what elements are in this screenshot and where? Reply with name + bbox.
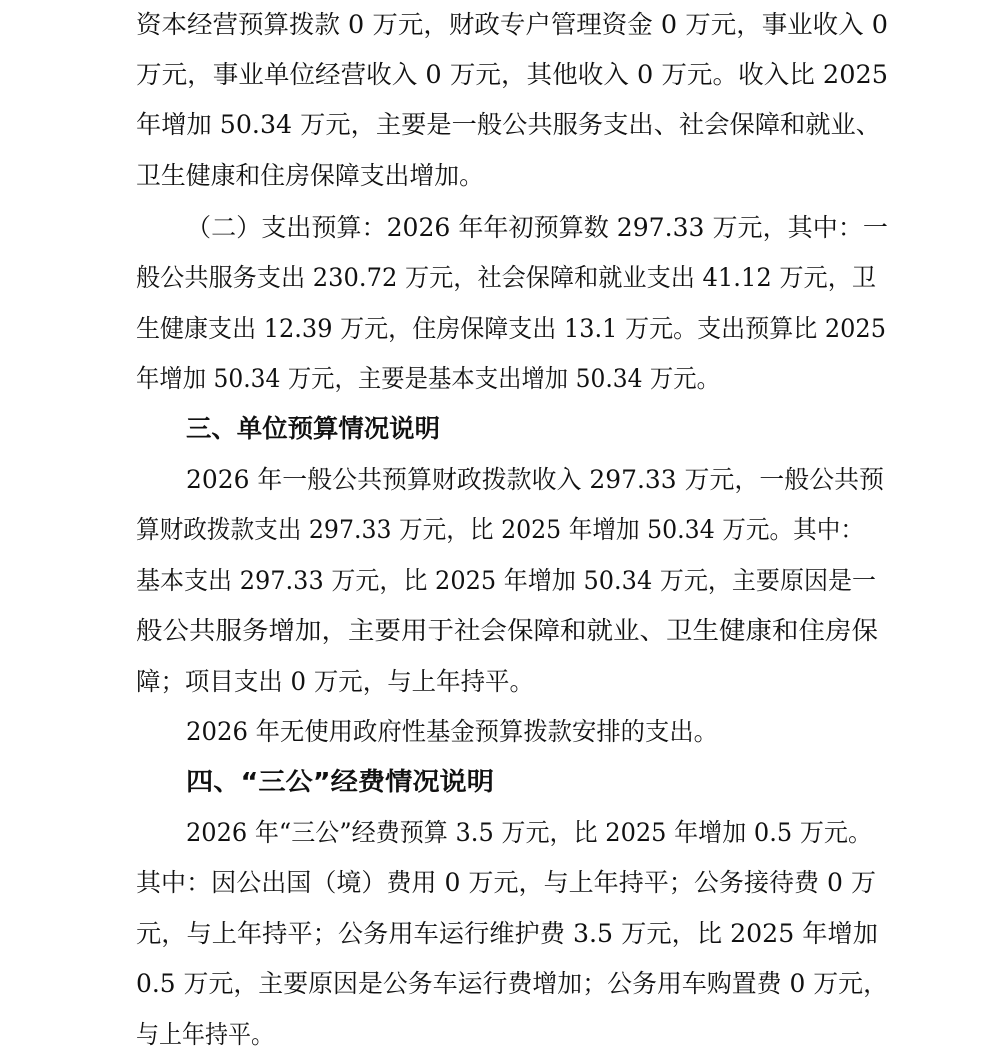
paragraph-line bbox=[0, 909, 1000, 959]
line-text: 年增加 50.34 万元，主要是一般公共服务支出、社会保障和就业、 bbox=[136, 110, 881, 139]
paragraph-line bbox=[0, 455, 1000, 505]
paragraph-line bbox=[0, 100, 1000, 150]
line-text: 元，与上年持平；公务用车运行维护费 3.5 万元，比 2025 年增加 bbox=[136, 919, 879, 948]
line-text: 算财政拨款支出 297.33 万元，比 2025 年增加 50.34 万元。其中： bbox=[136, 515, 864, 544]
line-text: 万元，事业单位经营收入 0 万元，其他收入 0 万元。收入比 2025 bbox=[136, 60, 889, 89]
paragraph-line bbox=[0, 959, 1000, 1009]
line-text: 基本支出 297.33 万元，比 2025 年增加 50.34 万元，主要原因是一 bbox=[136, 566, 877, 595]
paragraph-line bbox=[0, 304, 1000, 354]
line-text: 资本经营预算拨款 0 万元，财政专户管理资金 0 万元，事业收入 0 bbox=[136, 10, 888, 39]
paragraph-line bbox=[0, 657, 1000, 707]
paragraph-line bbox=[0, 50, 1000, 100]
line-text: 2026 年一般公共预算财政拨款收入 297.33 万元，一般公共预 bbox=[186, 465, 884, 494]
paragraph-line bbox=[0, 858, 1000, 908]
line-text: 其中：因公出国（境）费用 0 万元，与上年持平；公务接待费 0 万 bbox=[136, 868, 877, 897]
line-text: 障；项目支出 0 万元，与上年持平。 bbox=[136, 667, 534, 696]
paragraph-line bbox=[0, 707, 1000, 757]
line-text: 与上年持平。 bbox=[136, 1020, 274, 1049]
line-text: 2026 年“三公”经费预算 3.5 万元，比 2025 年增加 0.5 万元。 bbox=[186, 818, 873, 847]
line-text: 2026 年无使用政府性基金预算拨款安排的支出。 bbox=[186, 717, 718, 746]
heading-text: 三、单位预算情况说明 bbox=[186, 414, 440, 443]
paragraph-line bbox=[0, 203, 1000, 253]
paragraph-line bbox=[0, 606, 1000, 656]
heading-text: 四、“三公”经费情况说明 bbox=[186, 767, 494, 796]
line-text: 般公共服务支出 230.72 万元，社会保障和就业支出 41.12 万元，卫 bbox=[136, 263, 877, 292]
paragraph-line bbox=[0, 354, 1000, 404]
paragraph-line bbox=[0, 505, 1000, 555]
paragraph-line bbox=[0, 0, 1000, 50]
section-heading bbox=[0, 404, 1000, 454]
paragraph-line bbox=[0, 556, 1000, 606]
line-text: （二）支出预算：2026 年年初预算数 297.33 万元，其中：一 bbox=[186, 213, 888, 242]
line-text: 生健康支出 12.39 万元，住房保障支出 13.1 万元。支出预算比 2025 bbox=[136, 314, 886, 343]
paragraph-line bbox=[0, 808, 1000, 858]
section-heading bbox=[0, 757, 1000, 807]
line-text: 般公共服务增加，主要用于社会保障和就业、卫生健康和住房保 bbox=[136, 616, 879, 645]
paragraph-line bbox=[0, 253, 1000, 303]
line-text: 卫生健康和住房保障支出增加。 bbox=[136, 161, 484, 190]
paragraph-line bbox=[0, 151, 1000, 201]
line-text: 年增加 50.34 万元，主要是基本支出增加 50.34 万元。 bbox=[136, 364, 721, 393]
line-text: 0.5 万元，主要原因是公务车运行费增加；公务用车购置费 0 万元， bbox=[136, 969, 889, 998]
